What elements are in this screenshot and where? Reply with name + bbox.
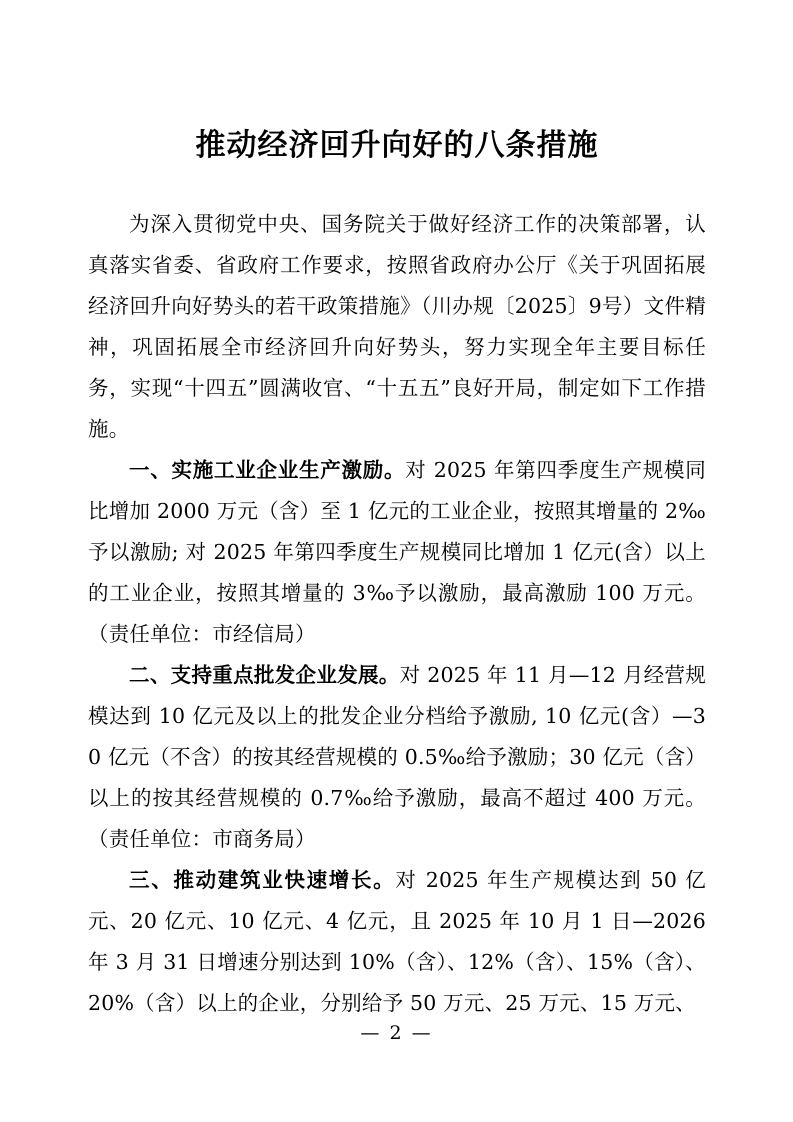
- document-content: [88, 0, 706, 1024]
- document-body: [88, 204, 706, 1024]
- paragraph-measure-1: [88, 450, 706, 655]
- measure-heading-2: 二、支持重点批发企业发展。: [129, 663, 400, 687]
- measure-heading-3: 三、推动建筑业快速增长。: [129, 868, 396, 892]
- paragraph-text: 对 2025 年第四季度生产规模同比增加 2000 万元（含）至 1 亿元的工业企业，按照其增量的 2‰予以激励; 对 2025 年第四季度生产规模同比增加 1 亿元(含）以上的工业企业，按照其增量的 3‰予以激励，最高激励 100 万元。（责任单位：市经信局）: [88, 458, 706, 646]
- measure-heading-1: 一、实施工业企业生产激励。: [129, 458, 406, 482]
- paragraph-text: 为深入贯彻党中央、国务院关于做好经济工作的决策部署，认真落实省委、省政府工作要求，按照省政府办公厅《关于巩固拓展经济回升向好势头的若干政策措施》（川办规〔2025〕9号）文件精神，巩固拓展全市经济回升向好势头，努力实现全年主要目标任务，实现“十四五”圆满收官、“十五五”良好开局，制定如下工作措施。: [88, 212, 706, 441]
- page-title: 推动经济回升向好的八条措施: [195, 128, 599, 163]
- paragraph-measure-2: [88, 655, 706, 860]
- paragraph-text: 对 2025 年生产规模达到 50 亿元、20 亿元、10 亿元、4 亿元，且 2025 年 10 月 1 日—2026 年 3 月 31 日增速分别达到 10%（含）、12%（含）、15%（含）、20%（含）以上的企业，分别给予 50 万元、25 万元、15 万元、: [88, 868, 706, 1015]
- paragraph-measure-3: [88, 860, 706, 1024]
- page-number: — 2 —: [360, 1022, 433, 1044]
- paragraph-text: 对 2025 年 11 月—12 月经营规模达到 10 亿元及以上的批发企业分档给予激励, 10 亿元(含）—30 亿元（不含）的按其经营规模的 0.5‰给予激励；30 亿元（含）以上的按其经营规模的 0.7‰给予激励，最高不超过 400 万元。（责任单位：市商务局）: [88, 663, 707, 851]
- paragraph-intro: [88, 204, 706, 450]
